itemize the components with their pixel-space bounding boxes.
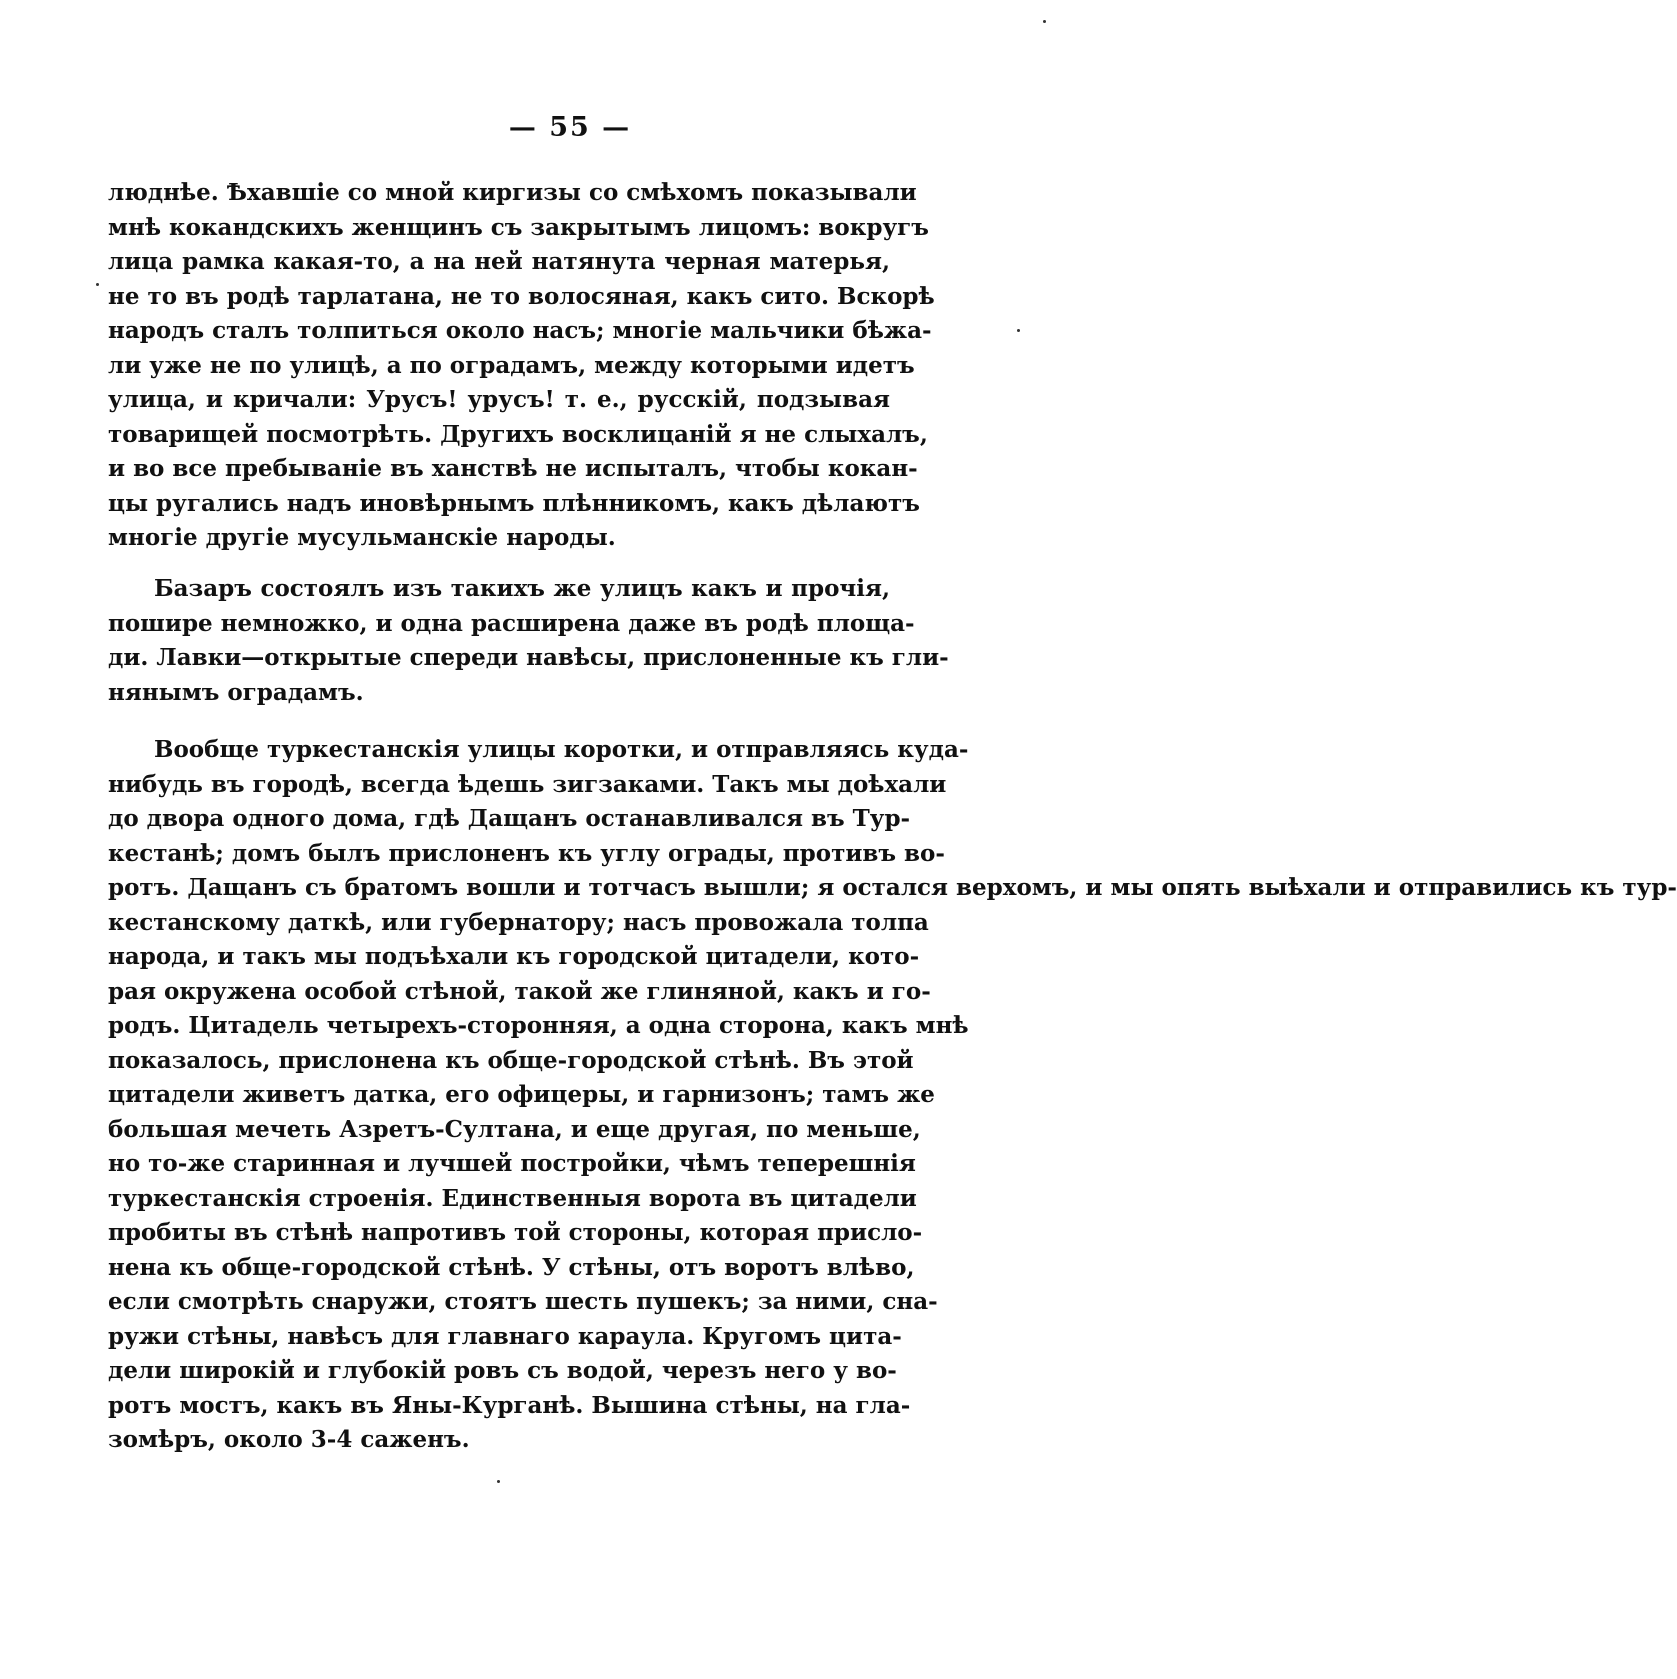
text-line: нянымъ оградамъ.	[108, 678, 364, 706]
text-line: нибудь въ городѣ, всегда ѣдешь зигзаками. Такъ мы доѣхали	[108, 770, 947, 798]
text-line: народа, и такъ мы подъѣхали къ городской цитадели, кото-	[108, 943, 920, 970]
text-line: дели широкій и глубокій ровъ съ водой, черезъ него у во-	[108, 1357, 897, 1384]
text-line: цитадели живетъ датка, его офицеры, и гарнизонъ; тамъ же	[108, 1081, 935, 1108]
text-line: нена къ обще-городской стѣнѣ. У стѣны, отъ воротъ влѣво,	[108, 1253, 915, 1281]
text-line: большая мечеть Азретъ-Султана, и еще другая, по меньше,	[108, 1115, 921, 1143]
text-line: народъ сталъ толпиться около насъ; многіе мальчики бѣжа-	[108, 317, 932, 344]
text-line: мнѣ кокандскихъ женщинъ съ закрытымъ лицомъ: вокругъ	[108, 213, 929, 241]
text-line: люднѣе. Ѣхавшіе со мной киргизы со смѣхомъ показывали	[108, 179, 917, 206]
text-line: но то-же старинная и лучшей постройки, чѣмъ теперешнія	[108, 1150, 916, 1177]
text-line: ротъ. Дащанъ съ братомъ вошли и тотчасъ вышли; я остался верхомъ, и мы опять выѣхали и отправились къ тур-	[108, 874, 1677, 901]
text-line: цы ругались надъ иновѣрнымъ плѣнникомъ, какъ дѣлаютъ	[108, 489, 920, 517]
text-line: многіе другіе мусульманскіе народы.	[108, 524, 616, 551]
page-number: — 55 —	[508, 112, 632, 143]
text-line: товарищей посмотрѣть. Другихъ восклицаній я не слыхалъ,	[108, 420, 928, 448]
scan-speck	[497, 1480, 500, 1483]
text-line: ли уже не по улицѣ, а по оградамъ, между которыми идетъ	[108, 351, 915, 379]
scan-speck	[1043, 20, 1046, 23]
scan-speck	[1017, 329, 1020, 332]
text-line: туркестанскія строенія. Единственныя ворота въ цитадели	[108, 1184, 917, 1212]
text-line: ротъ мостъ, какъ въ Яны-Курганѣ. Вышина стѣны, на гла-	[108, 1391, 911, 1419]
text-line: лица рамка какая-то, а на ней натянута черная матерья,	[108, 248, 890, 275]
text-line: Вообще туркестанскія улицы коротки, и отправляясь куда-	[154, 736, 969, 763]
paragraph-1	[108, 176, 935, 556]
text-line: рая окружена особой стѣной, такой же глиняной, какъ и го-	[108, 977, 931, 1005]
text-line: зомѣръ, около 3-4 саженъ.	[108, 1426, 470, 1453]
text-line: улица, и кричали: Урусъ! урусъ! т. е., русскій, подзывая	[108, 386, 890, 413]
text-line: до двора одного дома, гдѣ Дащанъ останавливался въ Тур-	[108, 805, 911, 832]
text-line: ружи стѣны, навѣсъ для главнаго караула. Кругомъ цита-	[108, 1322, 902, 1350]
text-line: кестанскому даткѣ, или губернатору; насъ провожала толпа	[108, 908, 929, 936]
text-line: показалось, прислонена къ обще-городской стѣнѣ. Въ этой	[108, 1046, 914, 1074]
text-line: пробиты въ стѣнѣ напротивъ той стороны, которая прислo-	[108, 1219, 923, 1246]
text-line: родъ. Цитадель четырехъ-сторонняя, а одна сторона, какъ мнѣ	[108, 1012, 969, 1039]
paragraph-2	[108, 572, 949, 710]
text-line: и во все пребываніе въ ханствѣ не испыталъ, чтобы кокан-	[108, 455, 918, 482]
text-line: кестанѣ; домъ былъ прислоненъ къ углу ограды, противъ во-	[108, 839, 945, 867]
text-line: пошире немножко, и одна расширена даже въ родѣ площа-	[108, 609, 915, 637]
scan-speck	[96, 283, 99, 286]
text-line: Базаръ состоялъ изъ такихъ же улицъ какъ и прочія,	[154, 575, 890, 602]
text-line: если смотрѣть снаружи, стоятъ шесть пушекъ; за ними, сна-	[108, 1288, 938, 1315]
text-line: не то въ родѣ тарлатана, не то волосяная, какъ сито. Вскорѣ	[108, 282, 935, 310]
paragraph-3	[108, 733, 1677, 1458]
text-line: ди. Лавки—открытые спереди навѣсы, прислоненные къ гли-	[108, 644, 949, 671]
